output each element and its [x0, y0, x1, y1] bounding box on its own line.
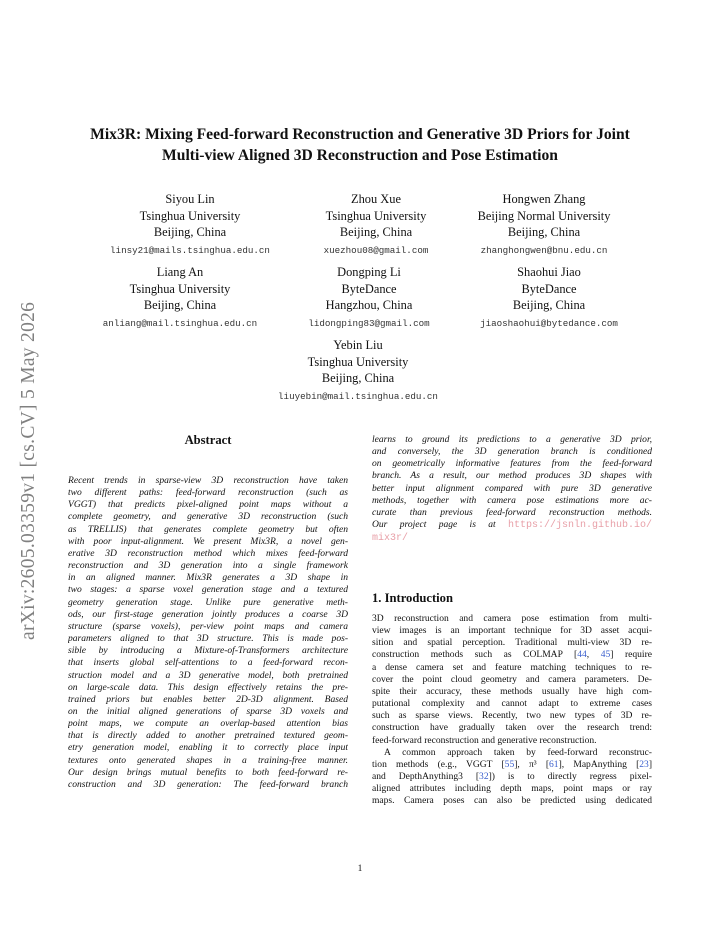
- text-line: on geometrically informative features from the feed-forward: [372, 458, 652, 470]
- author-block: [258, 337, 458, 405]
- text-line: two different paths: feed-forward reconstruction (such as: [68, 487, 348, 499]
- text-line: aligned attributes including depth maps, point maps or ray: [372, 783, 652, 795]
- text-line: on large-scale data. This design effectively retains the pre-: [68, 681, 348, 693]
- text-line: struction model and a 3D generative model, both pretrained: [68, 669, 348, 681]
- author-affiliation: Tsinghua University: [129, 281, 231, 296]
- author-block: [444, 191, 644, 259]
- text-line: branch. As a result, our method produces 3D shapes with: [372, 470, 652, 482]
- author-location: Beijing, China: [339, 225, 413, 239]
- text-line: on the initial aligned generations of sparse 3D voxels and: [68, 705, 348, 717]
- text-line: methods, together with camera pose estimations more ac-: [372, 494, 652, 506]
- text-line: complete geometry, and generative 3D reconstruction (such: [68, 511, 348, 523]
- author-block: [269, 264, 469, 332]
- intro-paragraph-1: [372, 613, 652, 747]
- text-line: sible by introducing a Mixture-of-Transformers architecture: [68, 645, 348, 657]
- text-line: two stages: a sparse voxel generation stage and a textured: [68, 584, 348, 596]
- text-line: [372, 649, 652, 661]
- text-line: putational complexity and cannot adapt to extreme cases: [372, 698, 652, 710]
- citation-link[interactable]: 44: [577, 649, 587, 661]
- section-heading-introduction: 1. Introduction: [372, 591, 453, 605]
- project-page-text: Our project page is at: [372, 519, 496, 531]
- text-fragment: construction methods such as COLMAP [: [372, 649, 578, 661]
- author-email: jiaoshaohui@bytedance.com: [480, 317, 618, 329]
- text-line: maps. Camera poses can also be predicted using dedicated: [372, 795, 652, 807]
- text-fragment: ,: [586, 649, 601, 661]
- author-name: Yebin Liu: [333, 338, 383, 352]
- title-line-2: Multi-view Aligned 3D Reconstruction and Pose Estimation: [162, 147, 558, 164]
- text-fragment: ]) is to directly regress pixel-: [488, 771, 652, 783]
- author-name: Liang An: [156, 265, 204, 279]
- text-fragment: ] require: [610, 649, 652, 661]
- author-block: [449, 264, 649, 332]
- text-line: a dense camera set and feature matching techniques to re-: [372, 661, 652, 673]
- text-fragment: ], MapAnything [: [558, 758, 640, 770]
- author-name: Zhou Xue: [351, 192, 401, 206]
- text-line: ods, our first-stage generation jointly produces a coarse 3D: [68, 608, 348, 620]
- text-line: reconstruction and 3D generation into a single framework: [68, 560, 348, 572]
- author-name: Dongping Li: [337, 265, 401, 279]
- text-line: that inserts global self-attentions to a feed-forward recon-: [68, 657, 348, 669]
- text-line: curate than previous feed-forward reconstruction methods.: [372, 506, 652, 518]
- author-email: xuezhou08@gmail.com: [323, 244, 429, 256]
- project-page-link-cont[interactable]: mix3r/: [372, 533, 409, 545]
- author-affiliation: ByteDance: [521, 281, 577, 296]
- text-line: with poor input-alignment. We present Mix3R, a novel gen-: [68, 535, 348, 547]
- author-block: [90, 191, 290, 259]
- citation-link[interactable]: 23: [639, 758, 649, 770]
- author-email: linsy21@mails.tsinghua.edu.cn: [110, 244, 270, 256]
- citation-link[interactable]: 32: [479, 771, 489, 783]
- text-line: A common approach taken by feed-forward reconstruc-: [384, 746, 652, 758]
- text-line: textures onto generated shapes in a training-free manner.: [68, 754, 348, 766]
- author-affiliation: Tsinghua University: [139, 208, 241, 223]
- author-affiliation: Tsinghua University: [307, 354, 409, 369]
- citation-link[interactable]: 55: [504, 758, 515, 770]
- text-fragment: and DepthAnything3 [: [372, 771, 480, 783]
- abstract-heading: Abstract: [184, 433, 232, 447]
- author-affiliation: Tsinghua University: [325, 208, 427, 223]
- author-location: Beijing, China: [153, 225, 227, 239]
- citation-link[interactable]: 61: [549, 758, 559, 770]
- citation-link[interactable]: 45: [600, 649, 611, 661]
- author-name: Shaohui Jiao: [517, 265, 581, 279]
- text-line: that is directly added to another pretrained textured geom-: [68, 730, 348, 742]
- text-fragment: ]: [648, 758, 652, 770]
- text-line: as TRELLIS) that generates complete geometry but often: [68, 523, 348, 535]
- text-line: erative 3D reconstruction method which mixes feed-forward: [68, 547, 348, 559]
- author-block: [80, 264, 280, 332]
- page-number: 1: [357, 864, 363, 874]
- intro-paragraph-2: [372, 747, 652, 808]
- text-line: etry generation model, enabling it to correctly place input: [68, 742, 348, 754]
- text-line: feed-forward reconstruction and generative reconstruction.: [372, 734, 597, 746]
- text-line: better input alignment compared with pure 3D generative: [372, 482, 652, 494]
- text-line: and conversely, the 3D generation branch is conditioned: [372, 446, 652, 458]
- author-location: Hangzhou, China: [325, 298, 413, 312]
- author-email: zhanghongwen@bnu.edu.cn: [480, 244, 608, 256]
- abstract-text-continued: [372, 434, 652, 519]
- introduction-body: [372, 613, 652, 808]
- text-line: parameters aligned to that 3D structure. This is made pos-: [68, 633, 348, 645]
- abstract-project-line: [372, 519, 652, 545]
- author-name: Siyou Lin: [165, 192, 215, 206]
- author-affiliation: ByteDance: [341, 281, 397, 296]
- project-page-link[interactable]: https://jsnln.github.io/: [507, 520, 652, 532]
- text-line: structure (sparse voxels), per-view point maps and camera: [68, 620, 348, 632]
- text-line: view images is an important technique for 3D asset acqui-: [372, 625, 652, 637]
- text-line: Recent trends in sparse-view 3D reconstruction have taken: [68, 475, 348, 486]
- author-location: Beijing, China: [512, 298, 586, 312]
- text-line: such as sparse views. Recently, two new types of 3D re-: [372, 710, 652, 722]
- author-name: Hongwen Zhang: [502, 192, 586, 206]
- text-line: geometry generation stage. Unlike pure generative meth-: [68, 596, 348, 608]
- abstract-body: [68, 475, 348, 791]
- text-line: sition and spatial perception. Traditional multi-view 3D re-: [372, 637, 652, 649]
- author-email: lidongping83@gmail.com: [308, 317, 430, 329]
- text-line: VGGT) that predicts pixel-aligned point maps without a: [68, 499, 348, 511]
- author-email: liuyebin@mail.tsinghua.edu.cn: [278, 390, 438, 402]
- text-line: Our design brings mutual benefits to both feed-forward re-: [68, 766, 348, 778]
- text-fragment: ], π³ [: [514, 758, 550, 770]
- text-line: construction and 3D generation: The feed-forward branch: [68, 778, 348, 790]
- abstract-continued: [372, 434, 652, 545]
- text-line: construction have gradually taken over the research trend:: [372, 722, 652, 734]
- author-affiliation: Beijing Normal University: [477, 208, 611, 223]
- text-line: spite their accuracy, these methods usually have high com-: [372, 685, 652, 697]
- text-line: [372, 759, 652, 771]
- text-line: learns to ground its predictions to a generative 3D prior,: [372, 434, 652, 445]
- text-line: cover the point cloud geometry and camera parameters. De-: [372, 673, 652, 685]
- text-line: in an aligned manner. Mix3R generates a 3D shape in: [68, 572, 348, 584]
- author-location: Beijing, China: [143, 298, 217, 312]
- author-email: anliang@mail.tsinghua.edu.cn: [102, 317, 258, 329]
- author-location: Beijing, China: [507, 225, 581, 239]
- author-location: Beijing, China: [321, 371, 395, 385]
- paper-title: [60, 124, 660, 166]
- text-line: trained priors but enables better 2D-3D alignment. Based: [68, 693, 348, 705]
- text-line: point maps, we compute an overlap-based attention bias: [68, 718, 348, 730]
- text-line: [372, 771, 652, 783]
- text-line: 3D reconstruction and camera pose estimation from multi-: [372, 613, 652, 624]
- abstract-text: [68, 475, 348, 791]
- text-fragment: tion methods (e.g., VGGT [: [372, 758, 505, 770]
- arxiv-identifier: arXiv:2605.03359v1 [cs.CV] 5 May 2026: [18, 301, 39, 640]
- title-line-1: Mix3R: Mixing Feed-forward Reconstruction and Generative 3D Priors for Joint: [90, 126, 630, 143]
